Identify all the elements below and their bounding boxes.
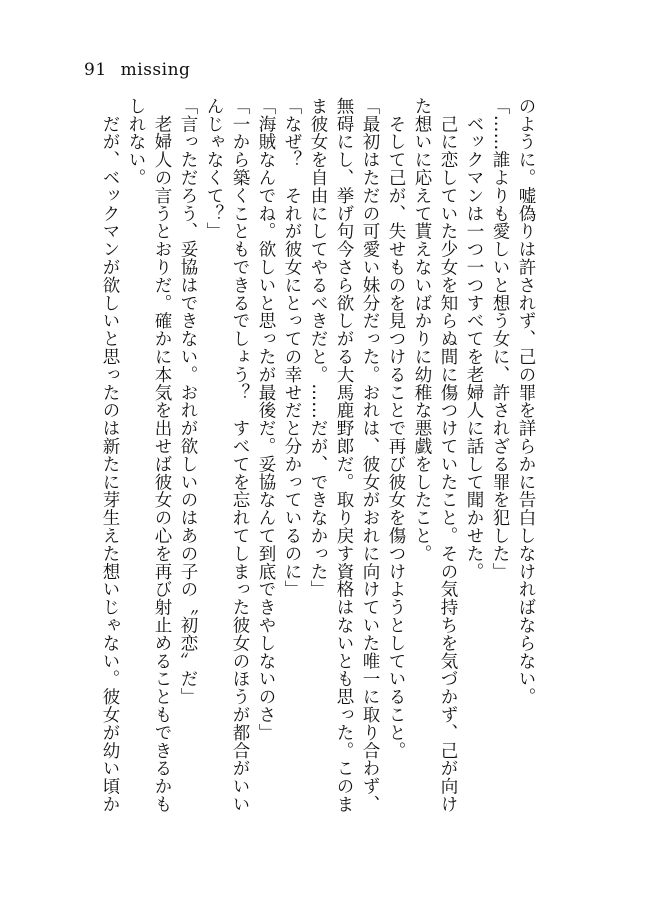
text-line: だが、ベックマンが欲しいと思ったのは新たに芽生えた想いじゃない。彼女が幼い頃か: [100, 97, 120, 813]
text-line: んじゃなくて？」: [204, 97, 224, 241]
text-line: ま彼女を自由にしてやるべきだと。……だが、できなかった」: [308, 97, 328, 599]
page-number: 91: [84, 60, 107, 80]
text-line: 己に恋していた少女を知らぬ間に傷つけていたこと。その気持ちを気づかず、己が向け: [438, 97, 458, 813]
text-line: 「一から築くこともできるでしょう？ すべてを忘れてしまった彼女のほうが都合がいい: [230, 97, 250, 813]
text-line: 「言っただろう、妥協はできない。おれが欲しいのはあの子の〝初恋〟だ」: [178, 97, 198, 706]
chapter-title: missing: [120, 60, 191, 80]
body-text: [97, 97, 539, 837]
text-line: 「……誰よりも愛しいと想う女に、許されざる罪を犯した」: [490, 97, 510, 581]
text-line: のように。嘘偽りは許されず、己の罪を詳らかに告白しなければならない。: [516, 97, 536, 706]
text-line: 老婦人の言うとおりだ。確かに本気を出せば彼女の心を再び射止めることもできるかも: [152, 97, 172, 813]
text-line: 「最初はただの可愛い妹分だった。おれは、彼女がおれに向けていた唯一に取り合わず、: [360, 97, 380, 813]
text-line: た想いに応えて貰えないばかりに幼稚な悪戯をしたこと。: [412, 97, 432, 563]
text-line: 「海賊なんでね。欲しいと思ったが最後だ。妥協なんて到底できやしないのさ」: [256, 97, 276, 742]
running-header: [84, 60, 190, 80]
text-line: ベックマンは一つ一つすべてを老婦人に話して聞かせた。: [464, 97, 484, 581]
text-line: 「なぜ？ それが彼女にとっての幸せだと分かっているのに」: [282, 97, 302, 599]
text-line: 無碍にし、挙げ句今さら欲しがる大馬鹿野郎だ。取り戻す資格はないとも思った。このま: [334, 97, 354, 813]
text-line: そして己が、失せものを見つけることで再び彼女を傷つけようとしていること。: [386, 97, 406, 760]
text-line: しれない。: [126, 97, 146, 187]
